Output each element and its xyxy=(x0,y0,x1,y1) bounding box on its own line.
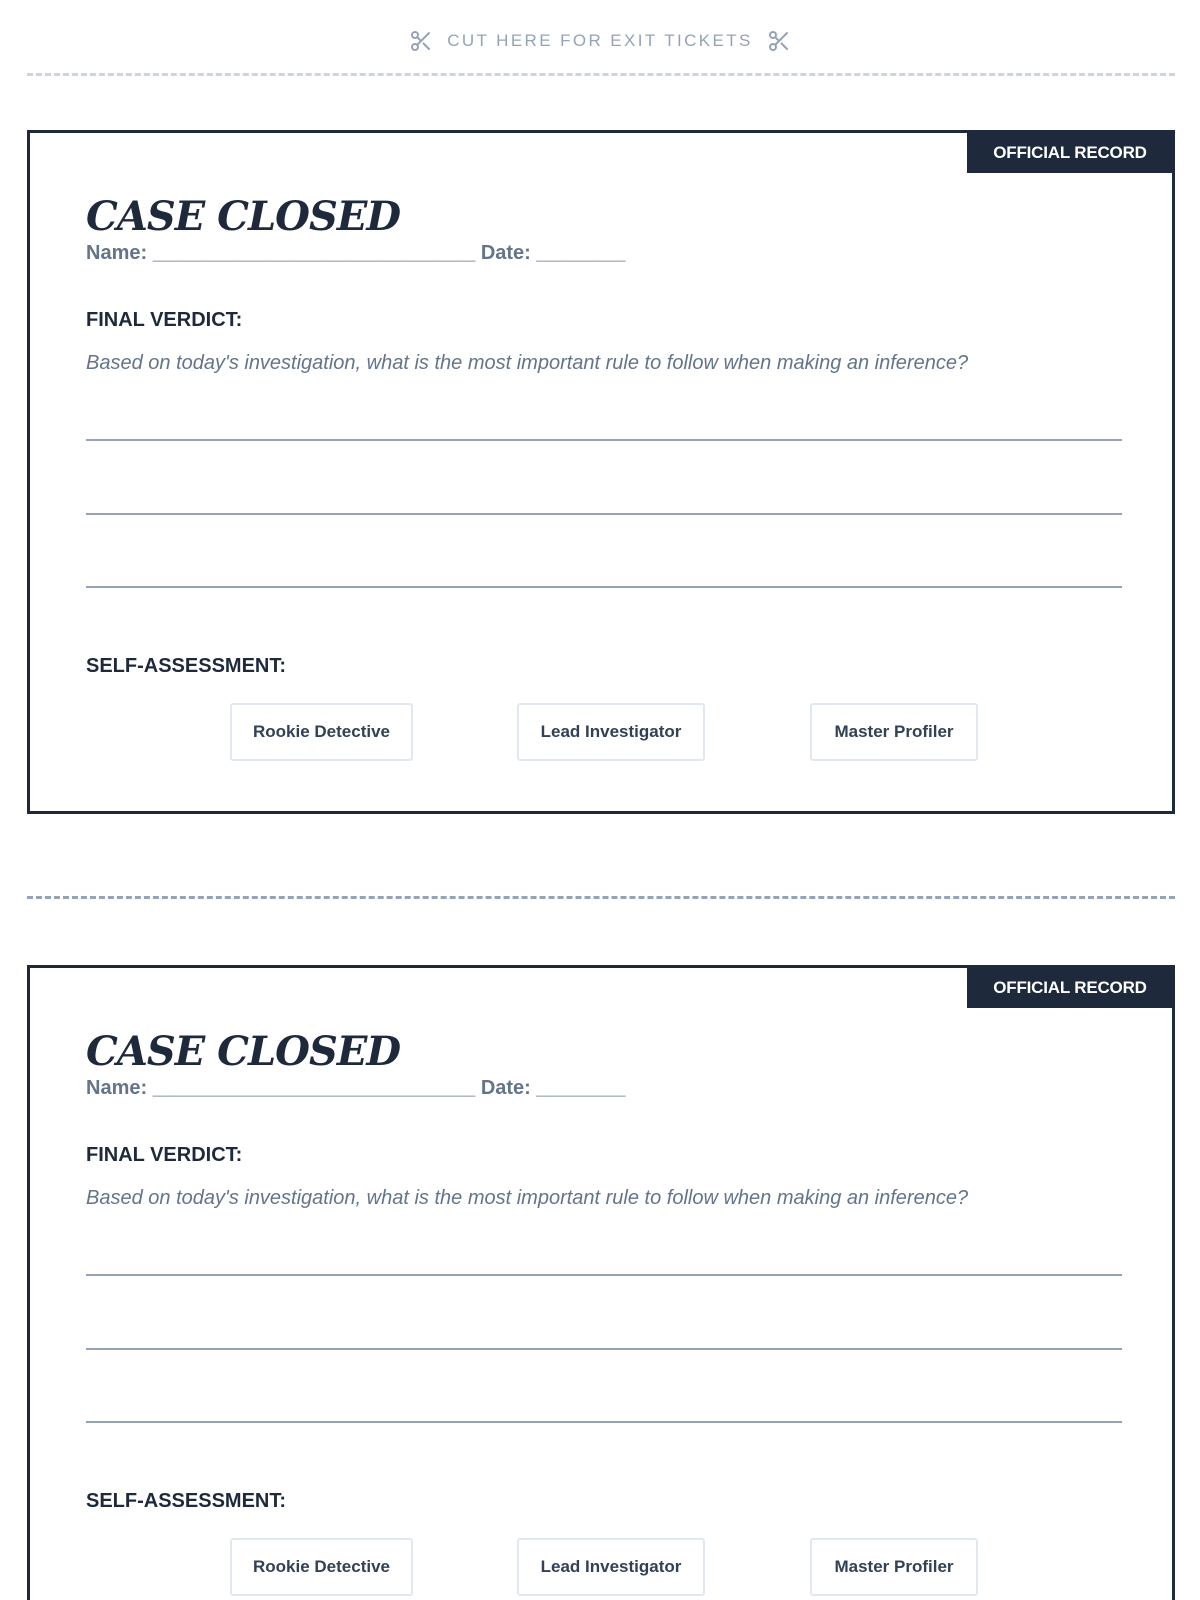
final-verdict-label: FINAL VERDICT: xyxy=(86,1144,243,1166)
self-assessment-options xyxy=(30,1538,1172,1596)
answer-line[interactable] xyxy=(86,1274,1122,1276)
verdict-prompt: Based on today's investigation, what is the most important rule to follow when making an inference? xyxy=(86,1187,969,1209)
scissors-icon xyxy=(409,29,433,53)
option-rookie-detective[interactable]: Rookie Detective xyxy=(230,1538,413,1596)
cut-divider xyxy=(27,896,1175,899)
cut-here-header xyxy=(0,26,1200,56)
cut-here-text: CUT HERE FOR EXIT TICKETS xyxy=(447,31,753,50)
option-master-profiler[interactable]: Master Profiler xyxy=(810,1538,978,1596)
answer-line[interactable] xyxy=(86,586,1122,588)
self-assessment-label: SELF-ASSESSMENT: xyxy=(86,655,287,677)
option-lead-investigator[interactable]: Lead Investigator xyxy=(517,1538,705,1596)
option-master-profiler[interactable]: Master Profiler xyxy=(810,703,978,761)
answer-line[interactable] xyxy=(86,1421,1122,1423)
self-assessment-options xyxy=(30,703,1172,761)
verdict-prompt: Based on today's investigation, what is the most important rule to follow when making an inference? xyxy=(86,352,969,374)
ticket-title: CASE CLOSED xyxy=(86,193,401,240)
final-verdict-label: FINAL VERDICT: xyxy=(86,309,243,331)
option-rookie-detective[interactable]: Rookie Detective xyxy=(230,703,413,761)
option-lead-investigator[interactable]: Lead Investigator xyxy=(517,703,705,761)
exit-ticket xyxy=(27,965,1175,1600)
answer-line[interactable] xyxy=(86,439,1122,441)
name-date-line[interactable]: Name: _____________________________ Date: ________ xyxy=(86,242,626,264)
official-record-stamp: OFFICIAL RECORD xyxy=(967,132,1173,173)
exit-ticket xyxy=(27,130,1175,814)
ticket-title: CASE CLOSED xyxy=(86,1028,401,1075)
scissors-icon xyxy=(767,29,791,53)
answer-line[interactable] xyxy=(86,513,1122,515)
self-assessment-label: SELF-ASSESSMENT: xyxy=(86,1490,287,1512)
official-record-stamp: OFFICIAL RECORD xyxy=(967,967,1173,1008)
name-date-line[interactable]: Name: _____________________________ Date: ________ xyxy=(86,1077,626,1099)
cut-divider xyxy=(27,73,1175,76)
answer-line[interactable] xyxy=(86,1348,1122,1350)
